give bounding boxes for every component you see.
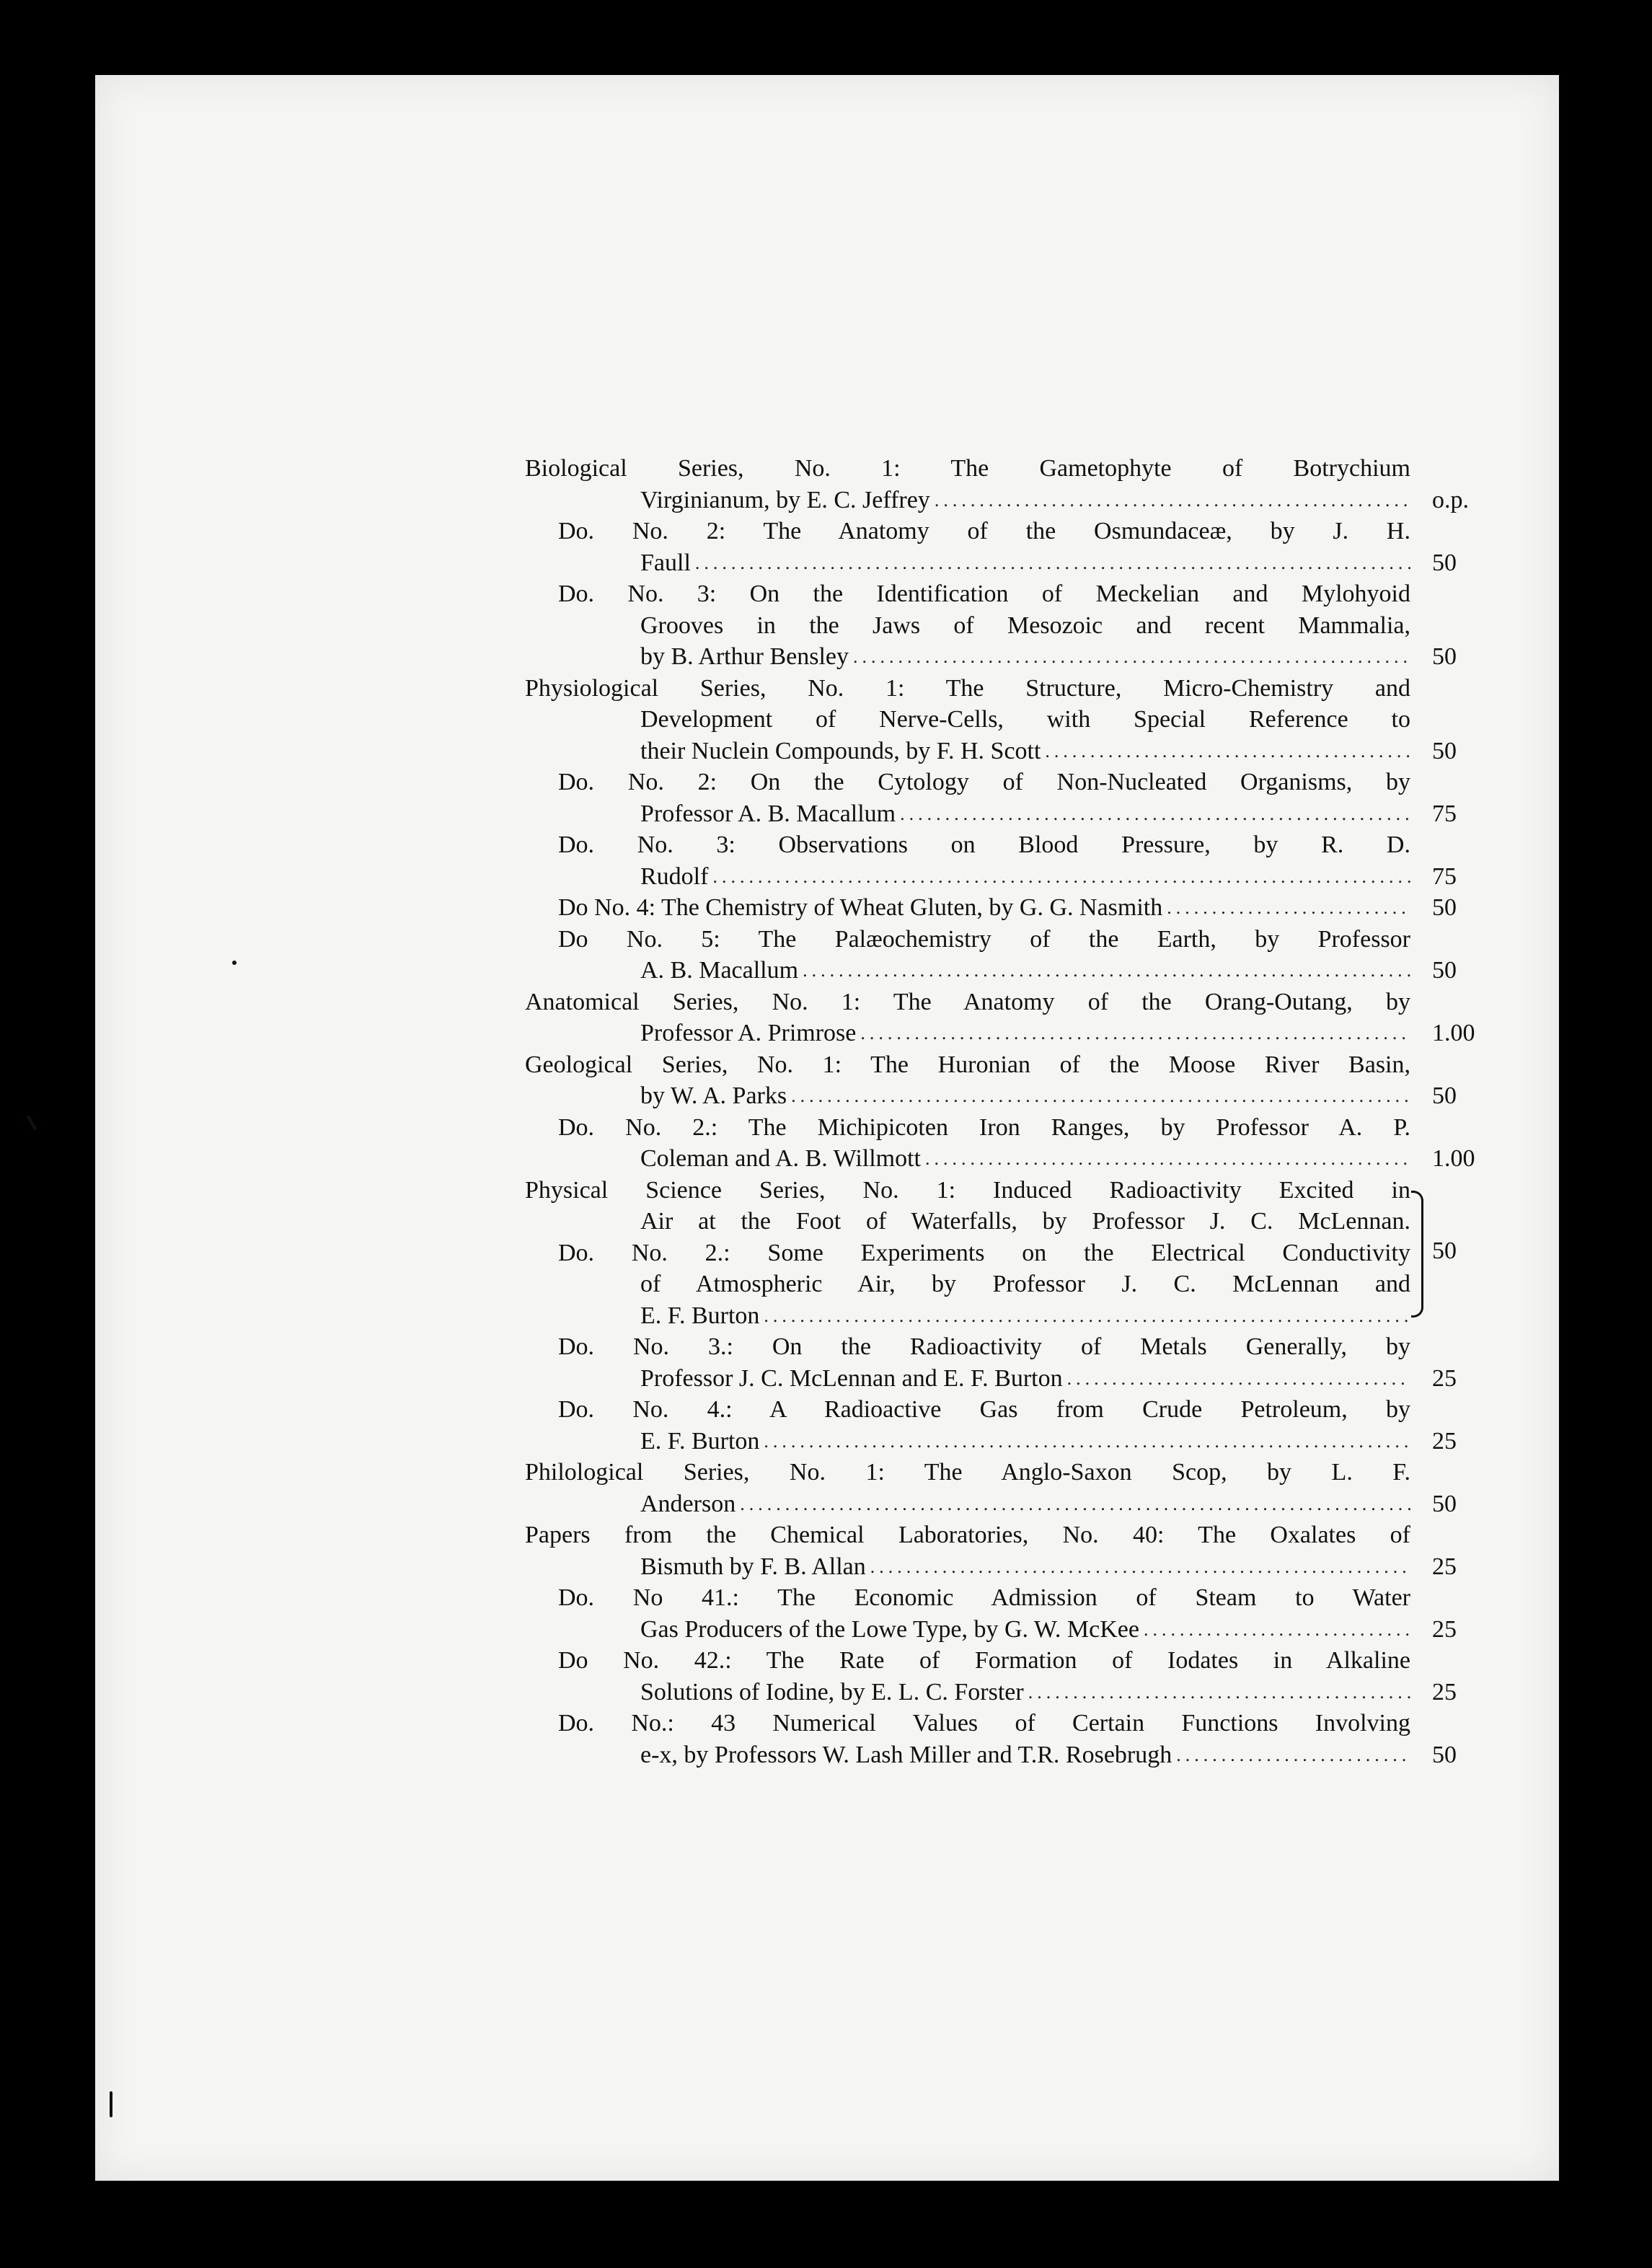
entry-line	[525, 1426, 1410, 1457]
leader-dots	[1024, 1677, 1410, 1708]
entry-line	[525, 892, 1410, 924]
entry-line-text: Do. No. 2.: The Michipicoten Iron Ranges, by Professor A. P.	[558, 1113, 1410, 1141]
leader-dots	[1063, 1363, 1410, 1395]
publication-entry	[525, 1457, 1457, 1519]
entry-line	[525, 1049, 1410, 1081]
leader-dots	[1139, 1614, 1410, 1646]
publication-entry	[525, 578, 1457, 673]
leader-dots	[930, 485, 1410, 516]
leader-dots	[1162, 892, 1410, 924]
entry-line-text: Do. No.: 43 Numerical Values of Certain Functions Involving	[558, 1710, 1410, 1737]
publication-entry	[525, 1049, 1457, 1112]
entry-line	[525, 1237, 1410, 1269]
entry-price: 1.00	[1432, 1020, 1475, 1046]
entry-line-text: of Atmospheric Air, by Professor J. C. McLennan and	[640, 1271, 1410, 1297]
entry-line	[525, 1394, 1410, 1426]
publication-entry	[525, 516, 1457, 578]
entry-line	[525, 1363, 1410, 1395]
entry-line-text: A. B. Macallum	[640, 957, 799, 984]
publication-entry	[525, 924, 1457, 987]
entry-line-text: E. F. Burton	[640, 1427, 760, 1455]
entry-price: 50	[1432, 1082, 1457, 1109]
entry-line	[525, 767, 1410, 798]
entry-line-text: Professor A. B. Macallum	[640, 800, 896, 827]
scan-speck	[232, 961, 237, 965]
leader-dots	[798, 955, 1410, 987]
leader-dots	[759, 1300, 1410, 1332]
publication-entry	[525, 767, 1457, 829]
entry-line	[525, 1739, 1410, 1771]
entry-line-text: Biological Series, No. 1: The Gametophyte of Botrychium	[525, 455, 1410, 482]
publication-entry	[525, 1394, 1457, 1457]
entry-line	[525, 547, 1410, 579]
entry-line	[525, 1519, 1410, 1551]
entry-line-text: Anderson	[640, 1490, 736, 1517]
entry-line	[525, 1018, 1410, 1049]
scan-speck	[110, 2091, 112, 2117]
entry-line	[525, 1614, 1410, 1646]
entry-price: o.p.	[1432, 486, 1469, 513]
leader-dots	[1172, 1739, 1410, 1771]
entry-line-text: Do. No. 2: On the Cytology of Non-Nucleated Organisms, by	[558, 769, 1410, 795]
entry-line-text: Professor J. C. McLennan and E. F. Burton	[640, 1364, 1063, 1392]
entry-price: 25	[1432, 1364, 1457, 1392]
entry-line	[525, 829, 1410, 861]
entry-line-text: Do. No. 3: On the Identification of Meckelian and Mylohyoid	[558, 581, 1410, 607]
entry-line	[525, 924, 1410, 956]
publication-entry	[525, 829, 1457, 892]
entry-price: 25	[1432, 1678, 1457, 1706]
publication-entry	[525, 1645, 1457, 1708]
entry-line-text: their Nuclein Compounds, by F. H. Scott	[640, 737, 1041, 764]
leader-dots	[736, 1488, 1410, 1520]
entry-line-text: Air at the Foot of Waterfalls, by Professor J. C. McLennan.	[640, 1208, 1410, 1235]
entry-price: 50	[1432, 1490, 1457, 1517]
entry-line	[525, 1175, 1410, 1206]
entry-line-text: Do. No 41.: The Economic Admission of Steam to Water	[558, 1584, 1410, 1611]
entry-line-text: by W. A. Parks	[640, 1082, 787, 1109]
entry-line-text: Geological Series, No. 1: The Huronian of the Moose River Basin,	[525, 1051, 1410, 1078]
entry-line	[525, 861, 1410, 893]
entry-line-text: by B. Arthur Bensley	[640, 643, 849, 670]
entry-price: 50	[1432, 957, 1457, 984]
entry-line	[525, 987, 1410, 1018]
entry-line-text: Professor A. Primrose	[640, 1020, 857, 1046]
entry-line-text: Do No. 5: The Palæochemistry of the Earth, by Professor	[558, 925, 1410, 953]
entry-line	[525, 1331, 1410, 1363]
page-sheet	[95, 75, 1559, 2181]
entry-line	[525, 1708, 1410, 1739]
entry-line-text: Physiological Series, No. 1: The Structure, Micro-Chemistry and	[525, 674, 1410, 702]
entry-line-text: Virginianum, by E. C. Jeffrey	[640, 486, 930, 513]
entry-line-text: Do. No. 3: Observations on Blood Pressure, by R. D.	[558, 831, 1410, 858]
entry-price: 50	[1432, 737, 1457, 764]
entry-line-text: Do No. 4: The Chemistry of Wheat Gluten, by G. G. Nasmith	[558, 894, 1163, 921]
entry-line	[525, 1300, 1410, 1332]
entry-line	[525, 704, 1410, 736]
publication-entry	[525, 673, 1457, 767]
entry-line-text: Grooves in the Jaws of Mesozoic and recent Mammalia,	[640, 612, 1410, 639]
entry-line	[525, 453, 1410, 485]
entry-price: 1.00	[1432, 1145, 1475, 1172]
entry-line	[525, 673, 1410, 705]
entry-price: 50	[1432, 1741, 1457, 1768]
entry-line	[525, 1551, 1410, 1583]
entry-line-text: Do. No. 4.: A Radioactive Gas from Crude Petroleum, by	[558, 1396, 1410, 1423]
entry-line-text: e-x, by Professors W. Lash Miller and T.R. Rosebrugh	[640, 1741, 1172, 1768]
entry-line	[525, 1143, 1410, 1175]
leader-dots	[759, 1426, 1410, 1457]
entry-line-text: Faull	[640, 549, 691, 576]
curly-bracket	[1411, 1191, 1423, 1318]
entry-line-text: Rudolf	[640, 862, 709, 890]
publication-entry	[525, 1237, 1410, 1332]
entry-line	[525, 1582, 1410, 1614]
publication-entry	[525, 1708, 1457, 1770]
bracketed-entries	[525, 1175, 1457, 1332]
entry-line	[525, 578, 1410, 610]
leader-dots	[856, 1018, 1410, 1049]
entry-line-text: E. F. Burton	[640, 1302, 760, 1329]
publication-entry	[525, 987, 1475, 1049]
entry-line	[525, 1457, 1410, 1488]
entry-line	[525, 955, 1410, 987]
entry-line-text: Philological Series, No. 1: The Anglo-Saxon Scop, by L. F.	[525, 1459, 1410, 1486]
entry-price: 75	[1432, 862, 1457, 890]
publication-entry	[525, 892, 1457, 924]
leader-dots	[849, 641, 1410, 673]
scan-speck	[27, 1115, 37, 1130]
entry-line	[525, 1677, 1410, 1708]
entry-line-text: Do. No. 2: The Anatomy of the Osmundaceæ, by J. H.	[558, 518, 1410, 544]
leader-dots	[691, 547, 1410, 579]
publication-entry	[525, 1519, 1457, 1582]
entry-line	[525, 485, 1410, 516]
entry-line-text: Bismuth by F. B. Allan	[640, 1553, 866, 1580]
entry-line	[525, 1488, 1410, 1520]
entry-line-text: Gas Producers of the Lowe Type, by G. W. McKee	[640, 1615, 1139, 1643]
entry-line-text: Do No. 42.: The Rate of Formation of Iodates in Alkaline	[558, 1647, 1410, 1674]
entry-price: 25	[1432, 1553, 1457, 1580]
entry-line-text: Do. No. 3.: On the Radioactivity of Metals Generally, by	[558, 1333, 1410, 1360]
entry-line	[525, 610, 1410, 642]
entry-price: 25	[1432, 1615, 1457, 1643]
publication-entry	[525, 1175, 1410, 1237]
entry-line-text: Coleman and A. B. Willmott	[640, 1145, 921, 1172]
entry-price: 50	[1432, 549, 1457, 576]
publication-entry	[525, 453, 1469, 516]
entry-line-text: Anatomical Series, No. 1: The Anatomy of the Orang-Outang, by	[525, 988, 1410, 1015]
entry-line	[525, 516, 1410, 547]
publication-entry	[525, 1112, 1475, 1175]
entry-line	[525, 641, 1410, 673]
leader-dots	[896, 798, 1410, 830]
entry-line	[525, 1206, 1410, 1237]
leader-dots	[1041, 736, 1410, 767]
publication-list	[525, 453, 1475, 1770]
entry-price: 50	[1432, 894, 1457, 921]
entry-price: 75	[1432, 800, 1457, 827]
entry-line	[525, 798, 1410, 830]
leader-dots	[787, 1080, 1410, 1112]
entry-line	[525, 1112, 1410, 1144]
leader-dots	[708, 861, 1410, 893]
publication-entry	[525, 1331, 1457, 1394]
entry-line	[525, 1080, 1410, 1112]
entry-line-text: Do. No. 2.: Some Experiments on the Electrical Conductivity	[558, 1239, 1410, 1266]
entry-line	[525, 736, 1410, 767]
entry-price: 50	[1432, 1237, 1457, 1264]
entry-line	[525, 1268, 1410, 1300]
entry-price: 50	[1432, 643, 1457, 670]
leader-dots	[866, 1551, 1410, 1583]
entry-line	[525, 1645, 1410, 1677]
entry-line-text: Development of Nerve-Cells, with Special Reference to	[640, 706, 1410, 733]
entry-line-text: Papers from the Chemical Laboratories, No. 40: The Oxalates of	[525, 1522, 1410, 1548]
leader-dots	[921, 1143, 1410, 1175]
entry-line-text: Physical Science Series, No. 1: Induced Radioactivity Excited in	[525, 1176, 1410, 1204]
entry-line-text: Solutions of Iodine, by E. L. C. Forster	[640, 1678, 1024, 1706]
publication-entry	[525, 1582, 1457, 1645]
entry-price: 25	[1432, 1427, 1457, 1455]
